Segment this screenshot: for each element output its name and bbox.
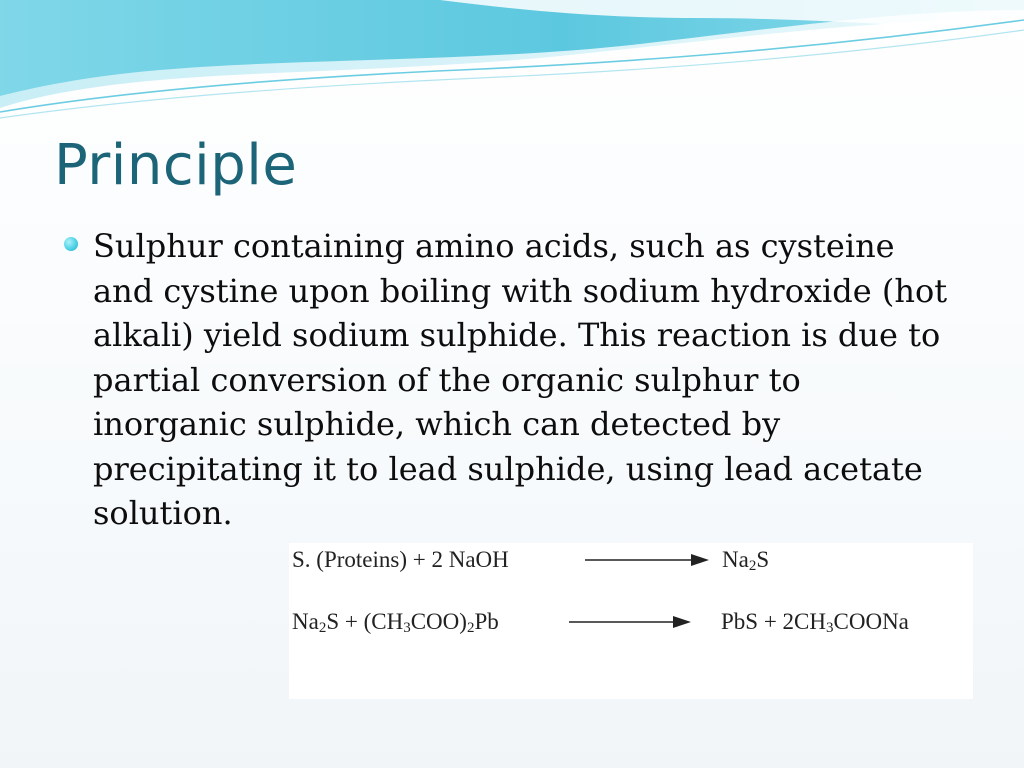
header-wave-decoration: [0, 0, 1024, 130]
equation-1: [289, 543, 973, 577]
equation-2-reactants: $Na_2S + (CH_3COO)_2Pb$: [292, 609, 499, 636]
equation-1-products: $Na_2S$: [722, 547, 770, 574]
equation-2-products: PbS + $2CH_3COONa$: [721, 609, 909, 636]
equation-1-reactants: S. (Proteins) + 2 NaOH: [292, 547, 509, 572]
bullet-text: Sulphur containing amino acids, such as cysteine and cystine upon boiling with sodium hydroxide (hot alkali) yield sodium sulphide. This reaction is due to partial conversion of the organic sulphur to inorganic sulphide, which can detected by precipitating it to lead sulphide, using lead acetate solution.: [93, 227, 948, 532]
reaction-equations-image: [289, 543, 973, 699]
equation-2: [289, 605, 973, 639]
reaction-arrow-icon: [569, 611, 691, 633]
reaction-arrow-icon: [585, 549, 709, 571]
bullet-item: [62, 224, 962, 536]
slide-title: Principle: [54, 133, 298, 198]
bullet-icon: [64, 237, 78, 251]
bullet-list: [62, 224, 962, 536]
